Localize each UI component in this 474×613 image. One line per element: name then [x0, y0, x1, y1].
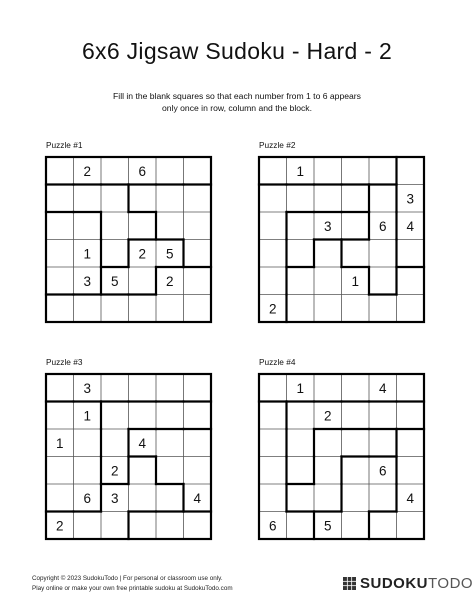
sudoku-cell[interactable]: 6 — [138, 163, 147, 179]
sudoku-cell[interactable]: 2 — [165, 273, 174, 289]
page-title: 6x6 Jigsaw Sudoku - Hard - 2 — [81, 38, 393, 64]
sudoku-cell[interactable]: 4 — [406, 490, 415, 506]
copyright-text: Copyright © 2023 SudokuTodo | For personal or classroom use only. — [32, 575, 223, 582]
sudoku-cell[interactable]: 2 — [323, 408, 332, 424]
puzzle-3-label: Puzzle #3 — [46, 357, 83, 367]
sudoku-cell[interactable]: 1 — [83, 246, 92, 262]
sudoku-cell[interactable]: 5 — [323, 518, 332, 534]
grid-logo-icon — [343, 577, 356, 590]
puzzle-4-grid — [259, 374, 424, 539]
puzzle-1-grid — [46, 157, 211, 322]
sudoku-cell[interactable]: 1 — [351, 273, 360, 289]
sudoku-cell[interactable]: 6 — [378, 218, 387, 234]
puzzle-1-label: Puzzle #1 — [46, 140, 83, 150]
puzzle-2-label: Puzzle #2 — [259, 140, 296, 150]
sudoku-cell[interactable]: 2 — [268, 301, 277, 317]
sudoku-cell[interactable]: 3 — [110, 490, 119, 506]
sudoku-cell[interactable]: 4 — [406, 218, 415, 234]
sudoku-cell[interactable]: 1 — [55, 435, 64, 451]
puzzle-4-label: Puzzle #4 — [259, 357, 296, 367]
puzzle-3-grid — [46, 374, 211, 539]
puzzle-2-grid — [259, 157, 424, 322]
sudoku-cell[interactable]: 6 — [83, 490, 92, 506]
sudoku-cell[interactable]: 4 — [378, 380, 387, 396]
sudoku-cell[interactable]: 5 — [165, 246, 174, 262]
sudoku-cell[interactable]: 3 — [323, 218, 332, 234]
brand-name-bold: SUDOKU — [360, 574, 429, 592]
sudoku-cell[interactable]: 6 — [268, 518, 277, 534]
sudoku-cell[interactable]: 6 — [378, 463, 387, 479]
sudoku-cell[interactable]: 2 — [55, 518, 64, 534]
sudoku-cell[interactable]: 3 — [406, 191, 415, 207]
sudoku-cell[interactable]: 1 — [83, 408, 92, 424]
sudoku-cell[interactable]: 1 — [296, 163, 305, 179]
sudoku-cell[interactable]: 3 — [83, 273, 92, 289]
sudoku-cell[interactable]: 2 — [138, 246, 147, 262]
brand-name-light: TODO — [428, 574, 474, 592]
brand-logo — [343, 573, 473, 593]
sudoku-cell[interactable]: 2 — [83, 163, 92, 179]
instructions: Fill in the blank squares so that each number from 1 to 6 appears only once in row, column and the block. — [113, 91, 361, 113]
sudoku-cell[interactable]: 2 — [110, 463, 119, 479]
sudoku-cell[interactable]: 3 — [83, 380, 92, 396]
footer — [32, 574, 233, 594]
promo-text: Play online or make your own free printable sudoku at SudokuTodo.com — [32, 585, 233, 592]
sudoku-cell[interactable]: 5 — [110, 273, 119, 289]
sudoku-cell[interactable]: 4 — [193, 490, 202, 506]
sudoku-cell[interactable]: 1 — [296, 380, 305, 396]
sudoku-cell[interactable]: 4 — [138, 435, 147, 451]
